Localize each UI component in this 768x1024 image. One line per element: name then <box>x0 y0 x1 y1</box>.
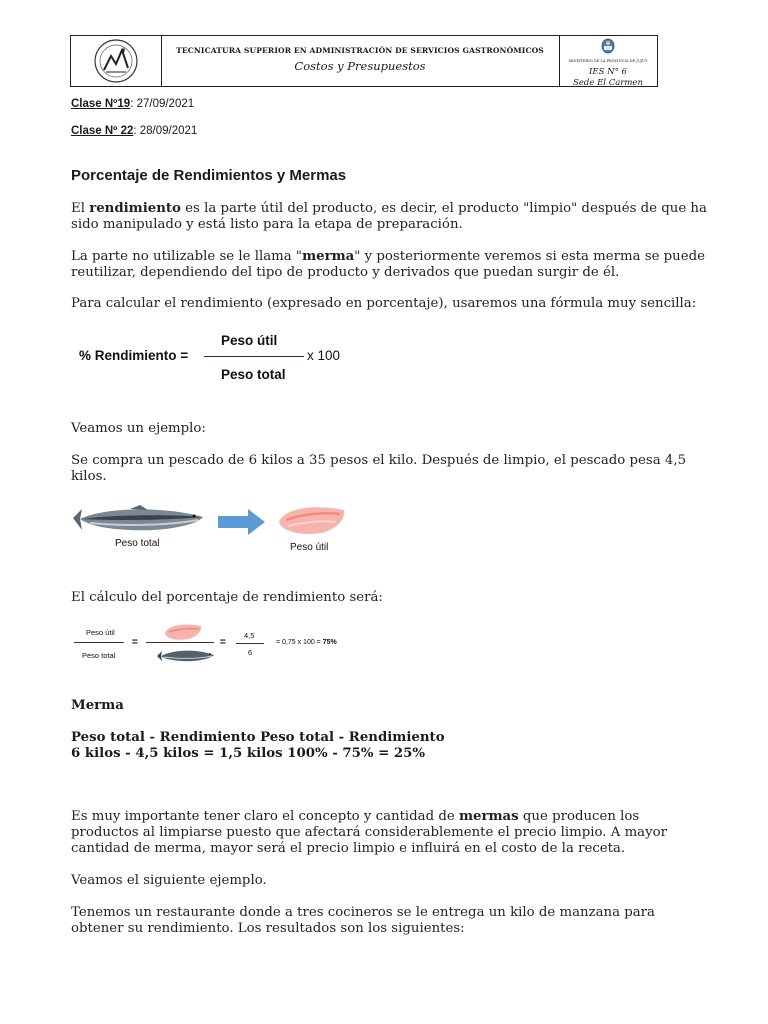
subject-name: Costos y Presupuestos <box>294 59 426 73</box>
institution-logo-icon <box>71 36 161 86</box>
term-rendimiento: rendimiento <box>89 201 181 216</box>
class-label: Clase Nº19 <box>71 98 131 110</box>
text: que producen los productos al limpiarse puesto que afectará considerablemente el precio limpio. A mayor cantidad de merma, mayor será el precio limpio e influirá en el costo de la receta. <box>71 809 667 856</box>
arrow-right-icon <box>218 509 266 535</box>
class-date-2 <box>71 125 197 137</box>
institution-name: TECNICATURA SUPERIOR EN ADMINISTRACIÓN DE SERVICIOS GASTRONÓMICOS <box>176 46 544 55</box>
term-mermas: mermas <box>458 809 519 824</box>
institution-logo-cell <box>71 36 162 86</box>
header-ies-cell <box>559 36 657 86</box>
formula-lhs: % Rendimiento = <box>79 348 189 363</box>
province-crest-icon <box>600 38 616 54</box>
calc-result-percent: 75% <box>322 639 337 646</box>
formula-multiplier: x 100 <box>307 348 341 363</box>
calc-fraction-bar-2 <box>146 642 214 643</box>
class-date: : 28/09/2021 <box>133 125 198 137</box>
fish-illustration <box>70 500 360 560</box>
fillet-icon <box>274 502 349 538</box>
ministry-name: MINISTERIO DE LA PROVINCIA DE JUJUY <box>568 59 648 63</box>
calc-result-text: = 0,75 x 100 = <box>276 639 323 646</box>
page-title: Porcentaje de Rendimientos y Mermas <box>71 167 347 184</box>
formula-numerator: Peso útil <box>221 333 278 348</box>
paragraph-restaurant-example: Tenemos un restaurante donde a tres cocineros se le entrega un kilo de manzana para obtener su rendimiento. Los resultados son los siguientes: <box>71 905 655 936</box>
ies-label <box>559 67 657 89</box>
text: " y posteriormente veremos si esta merma se puede reutilizar, dependiendo del tipo de producto y derivados que puedan surgir de él. <box>71 249 705 280</box>
whole-fish-icon <box>70 504 210 536</box>
ies-sede: Sede El Carmen <box>573 78 643 88</box>
peso-util-caption: Peso útil <box>290 542 329 553</box>
paragraph-formula-intro: Para calcular el rendimiento (expresado en porcentaje), usaremos una fórmula muy sencilla: <box>71 296 697 311</box>
merma-formula-line-2: 6 kilos - 4,5 kilos = 1,5 kilos 100% - 75% = 25% <box>71 746 426 761</box>
class-date-1 <box>71 98 194 110</box>
paragraph-rendimiento <box>71 201 711 233</box>
calc-numerator-label: Peso útil <box>86 628 115 637</box>
rendimiento-calculation <box>72 620 372 668</box>
merma-formula-line-1: Peso total - Rendimiento Peso total - Rendimiento <box>71 730 445 745</box>
paragraph-next-example: Veamos el siguiente ejemplo. <box>71 873 267 888</box>
calc-result <box>276 639 337 646</box>
class-date: : 27/09/2021 <box>130 98 195 110</box>
class-label: Clase Nº 22 <box>71 125 134 137</box>
rendimiento-formula <box>71 328 371 388</box>
header-title-cell <box>161 36 560 86</box>
formula-denominator: Peso total <box>221 367 286 382</box>
text: Es muy importante tener claro el concepto y cantidad de <box>71 809 459 824</box>
paragraph-calc-intro: El cálculo del porcentaje de rendimiento será: <box>71 590 383 605</box>
calc-denominator-label: Peso total <box>82 651 116 660</box>
merma-heading: Merma <box>71 698 124 713</box>
calc-equals-2: = <box>220 637 226 648</box>
fraction-bar <box>204 356 304 357</box>
calc-denominator-value: 6 <box>248 648 253 657</box>
text: La parte no utilizable se le llama " <box>71 249 303 264</box>
term-merma: merma <box>302 249 355 264</box>
paragraph-merma <box>71 249 711 281</box>
paragraph-fish-example: Se compra un pescado de 6 kilos a 35 pesos el kilo. Después de limpio, el pescado pesa 4,5 kilos. <box>71 453 687 484</box>
text: es la parte útil del producto, es decir, el producto "limpio" después de que ha sido manipulado y está listo para la etapa de preparación. <box>71 201 707 232</box>
paragraph-mermas-importance <box>71 809 681 857</box>
peso-total-caption: Peso total <box>115 538 160 549</box>
calc-fraction-bar-3 <box>236 643 264 644</box>
document-header <box>70 35 658 87</box>
whole-fish-small-icon <box>156 648 216 664</box>
paragraph-example: Veamos un ejemplo: <box>71 421 206 436</box>
calc-numerator-value: 4,5 <box>244 631 255 640</box>
fillet-small-icon <box>162 622 204 642</box>
calc-equals-1: = <box>132 637 138 648</box>
text: El <box>71 201 90 216</box>
calc-fraction-bar-1 <box>74 642 124 643</box>
ies-number: IES N° 6 <box>589 67 627 77</box>
